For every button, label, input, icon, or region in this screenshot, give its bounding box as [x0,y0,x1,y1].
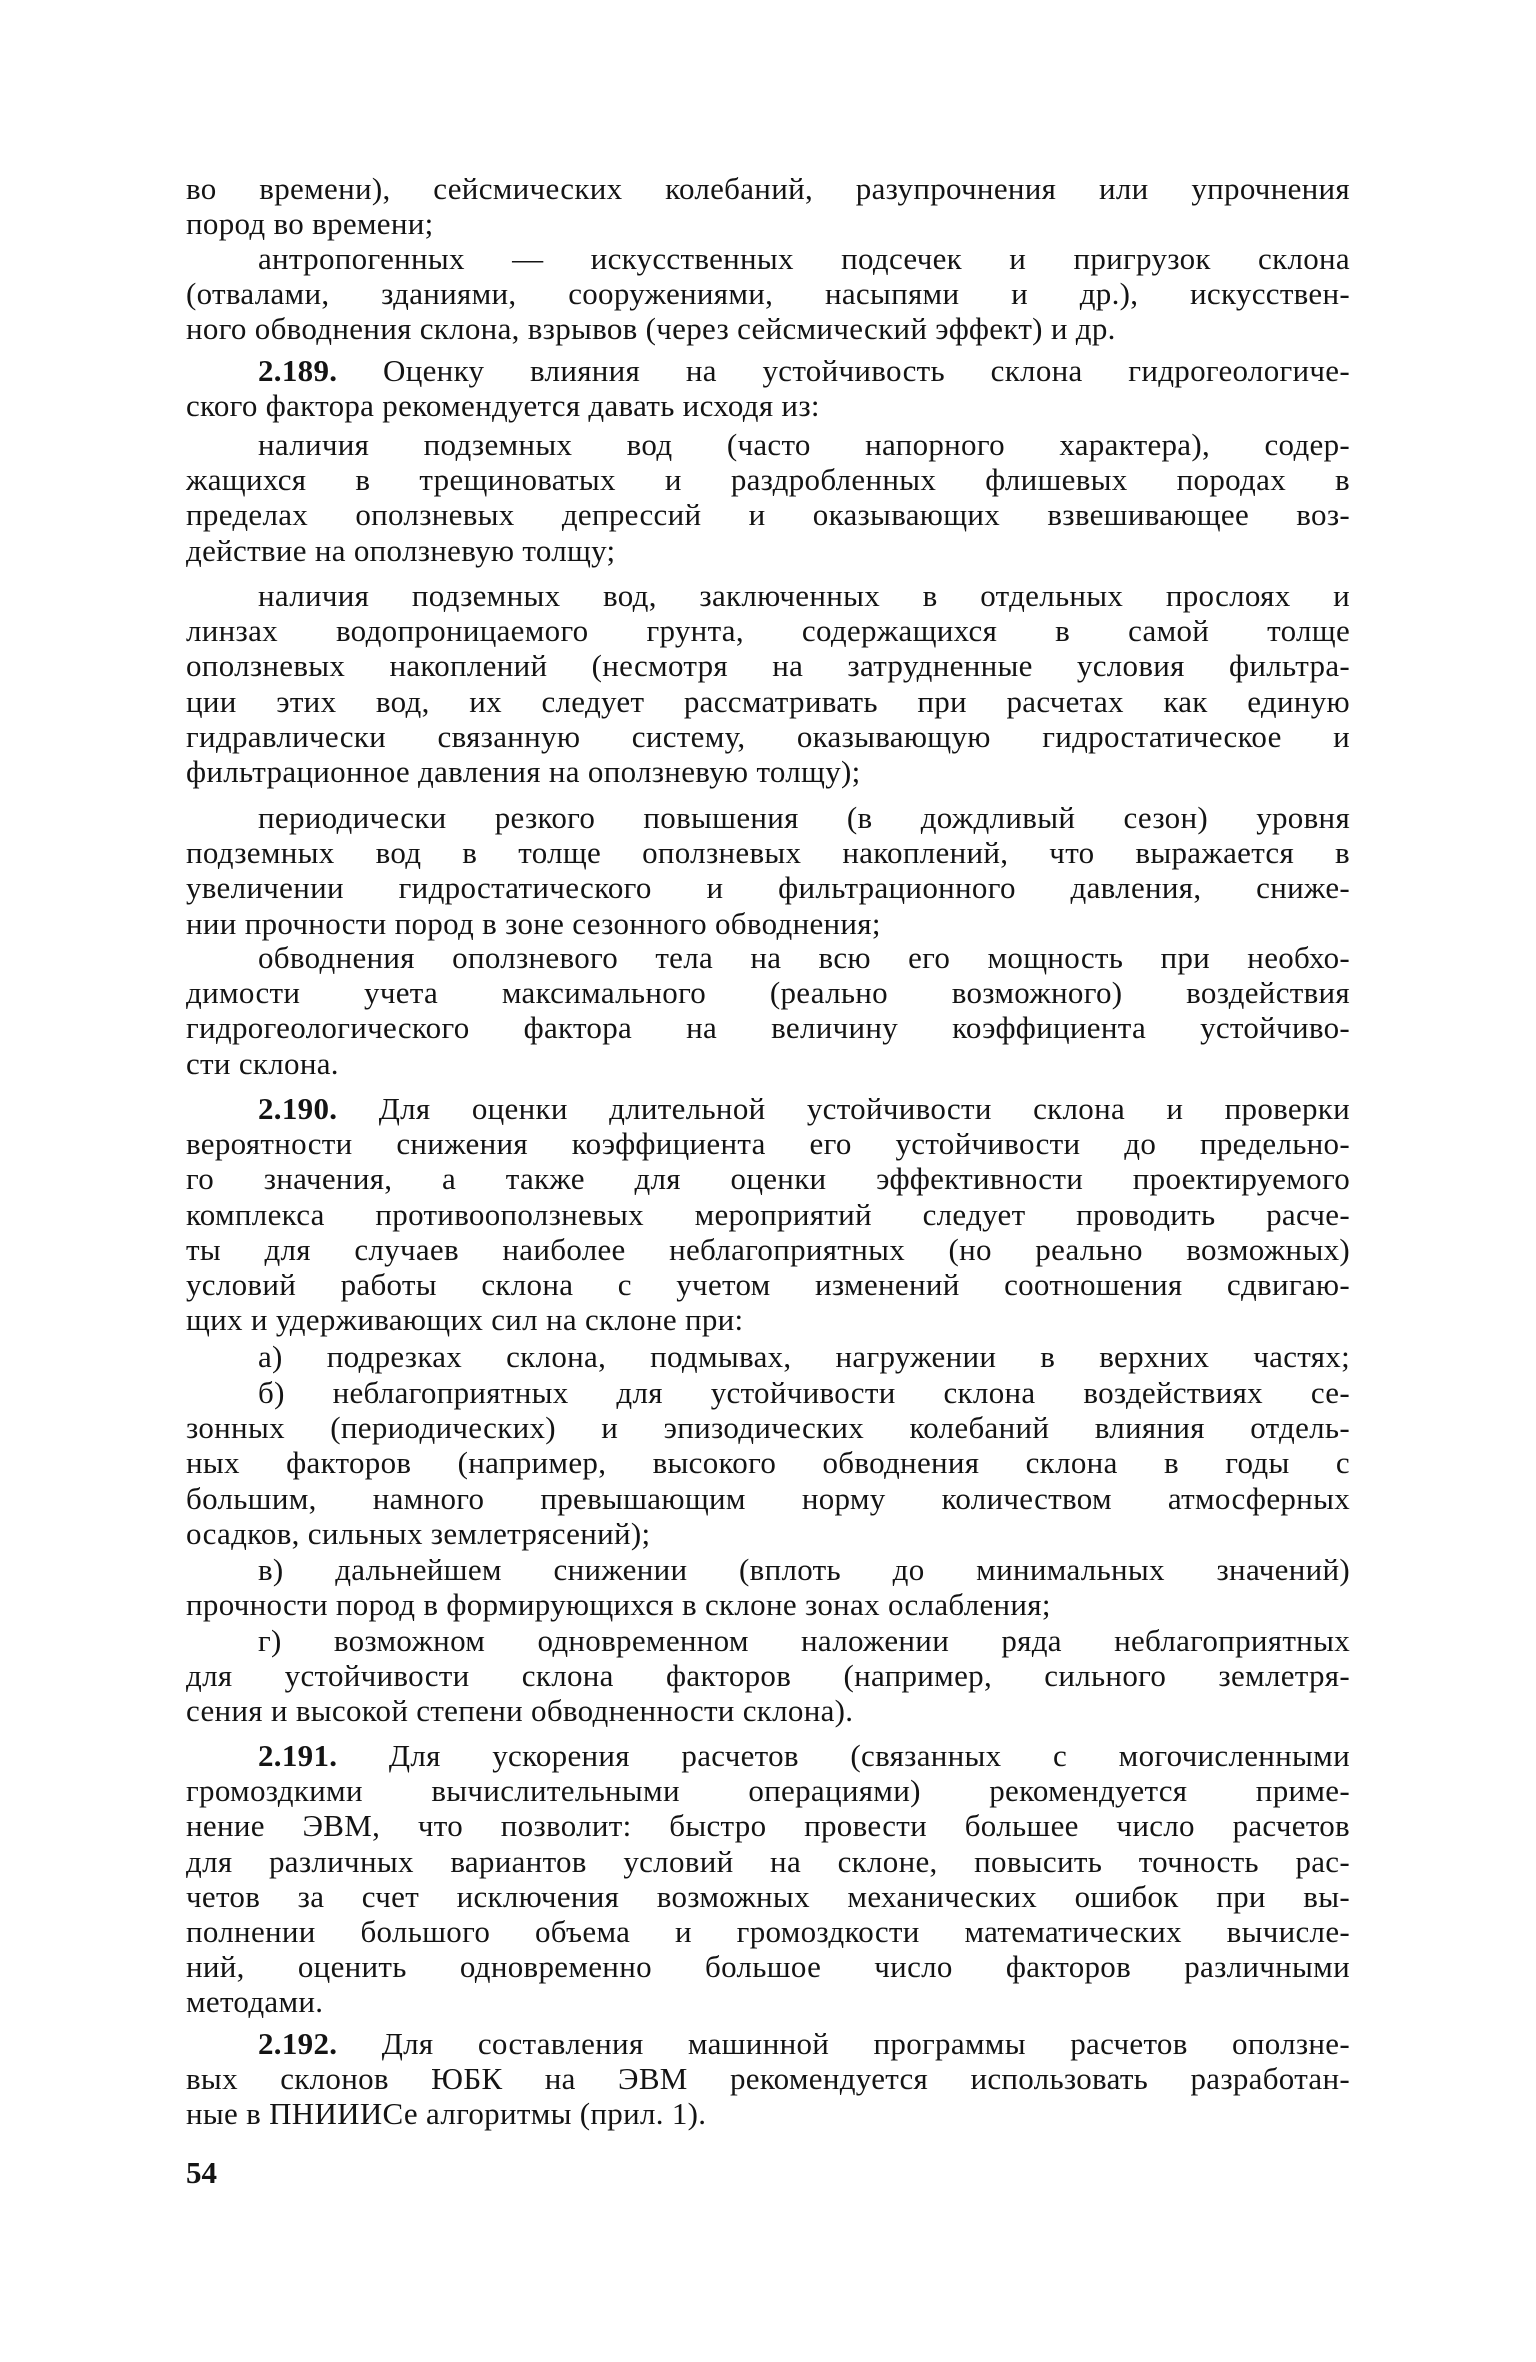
line-text: условий работы склона с учетом изменений соотношения сдвигаю- [186,1266,1350,1302]
section-paragraph [186,2026,1350,2132]
text-line [186,578,1350,613]
line-text: для устойчивости склона факторов (например, сильного землетря- [186,1658,1350,1694]
paragraph [186,241,1350,347]
text-line [186,800,1350,835]
text-line [186,1914,1350,1949]
text-line [186,754,1350,789]
text-line [186,1481,1350,1516]
paragraph [186,1339,1350,1374]
line-text: димости учета максимального (реально возможного) воздействия [186,975,1350,1011]
text-line [186,1587,1350,1622]
section-paragraph [186,1091,1350,1337]
text-line [186,2061,1350,2096]
line-text: Для оценки длительной устойчивости склона и проверки [378,1091,1350,1126]
line-text: ные в ПНИИИСе алгоритмы (прил. 1). [186,2096,707,2132]
text-line [186,1984,1350,2019]
line-text: нение ЭВМ, что позволит: быстро провести большее число расчетов [186,1808,1350,1844]
text-line [186,353,1350,388]
text-line [186,1046,1350,1081]
text-line [186,171,1350,206]
paragraph [186,1623,1350,1729]
text-line [186,835,1350,870]
line-text: гидрогеологического фактора на величину коэффициента устойчиво- [186,1010,1350,1046]
line-text: ний, оценить одновременно большое число факторов различными [186,1949,1350,1985]
text-line [186,1161,1350,1196]
text-line [186,497,1350,532]
line-text: сения и высокой степени обводненности склона). [186,1693,854,1729]
text-line [186,1232,1350,1267]
text-line [186,684,1350,719]
line-text: гидравлически связанную систему, оказывающую гидростатическое и [186,718,1350,754]
text-line [186,1658,1350,1693]
text-line [186,1126,1350,1161]
text-line [186,1267,1350,1302]
section-paragraph [186,353,1350,423]
text-line [186,1949,1350,1984]
line-text: а) подрезках склона, подмывах, нагружении в верхних частях; [258,1339,1350,1374]
text-line [186,1339,1350,1374]
text-line [186,276,1350,311]
text-line [186,311,1350,346]
line-text: комплекса противооползневых мероприятий следует проводить расче- [186,1196,1350,1232]
text-line [186,388,1350,423]
text-line [186,1552,1350,1587]
line-text: ского фактора рекомендуется давать исходя из: [186,388,820,424]
line-text: методами. [186,1984,324,2020]
line-text: осадков, сильных землетрясений); [186,1515,651,1551]
line-text: четов за счет исключения возможных механических ошибок при вы- [186,1878,1350,1914]
line-text: громоздкими вычислительными операциями) рекомендуется приме- [186,1773,1350,1809]
section-number: 2.190. [258,1091,338,1126]
line-text: для различных вариантов условий на склоне, повысить точность рас- [186,1843,1350,1879]
line-text: увеличении гидростатического и фильтрационного давления, сниже- [186,870,1350,906]
section-number: 2.189. [258,353,338,388]
line-text: действие на оползневую толщу; [186,532,616,568]
line-text: в) дальнейшем снижении (вплоть до минимальных значений) [258,1552,1350,1587]
text-line [186,719,1350,754]
text-line [186,1844,1350,1879]
line-text: б) неблагоприятных для устойчивости склона воздействиях се- [258,1375,1350,1410]
line-text: го значения, а также для оценки эффективности проектируемого [186,1161,1350,1197]
text-line [186,1738,1350,1773]
paragraph [186,940,1350,1081]
text-line [186,940,1350,975]
line-text: пород во времени; [186,206,434,242]
text-line [186,870,1350,905]
text-line [186,613,1350,648]
section-paragraph [186,1738,1350,2020]
line-text: Оценку влияния на устойчивость склона гидрогеологиче- [383,353,1350,388]
text-line [186,462,1350,497]
line-text: ции этих вод, их следует рассматривать при расчетах как единую [186,683,1350,719]
line-text: пределах оползневых депрессий и оказывающих взвешивающее воз- [186,497,1350,533]
paragraph [186,171,1350,241]
line-text: обводнения оползневого тела на всю его мощность при необхо- [258,940,1350,975]
line-text: жащихся в трещиноватых и раздробленных флишевых породах в [186,462,1350,498]
text-line [186,2096,1350,2131]
text-line [186,1197,1350,1232]
text-line [186,427,1350,462]
line-text: наличия подземных вод, заключенных в отдельных прослоях и [258,578,1350,613]
text-line [186,1808,1350,1843]
line-text: периодически резкого повышения (в дождливый сезон) уровня [258,800,1350,835]
text-line [186,648,1350,683]
line-text: ного обводнения склона, взрывов (через сейсмический эффект) и др. [186,311,1116,347]
section-number: 2.192. [258,2026,338,2061]
text-line [186,906,1350,941]
line-text: подземных вод в толще оползневых накоплений, что выражается в [186,835,1350,871]
text-line [186,1516,1350,1551]
line-text: вероятности снижения коэффициента его устойчивости до предельно- [186,1126,1350,1162]
line-text: нии прочности пород в зоне сезонного обводнения; [186,905,881,941]
text-line [186,1693,1350,1728]
text-line [186,1010,1350,1045]
text-line [186,206,1350,241]
line-text: г) возможном одновременном наложении ряда неблагоприятных [258,1623,1350,1658]
line-text: зонных (периодических) и эпизодических колебаний влияния отдель- [186,1410,1350,1446]
line-text: вых склонов ЮБК на ЭВМ рекомендуется использовать разработан- [186,2061,1350,2097]
line-text: Для составления машинной программы расчетов оползне- [381,2026,1350,2061]
line-text: оползневых накоплений (несмотря на затрудненные условия фильтра- [186,648,1350,684]
paragraph [186,1552,1350,1622]
text-line [186,2026,1350,2061]
line-text: (отвалами, зданиями, сооружениями, насыпями и др.), искусствен- [186,276,1350,312]
paragraph [186,578,1350,789]
text-line [186,1091,1350,1126]
line-text: сти склона. [186,1045,339,1081]
text-line [186,1302,1350,1337]
line-text: фильтрационное давления на оползневую толщу); [186,753,861,789]
line-text: прочности пород в формирующихся в склоне зонах ослабления; [186,1587,1051,1623]
line-text: ты для случаев наиболее неблагоприятных (но реально возможных) [186,1231,1350,1267]
text-line [186,1410,1350,1445]
line-text: антропогенных — искусственных подсечек и пригрузок склона [258,241,1350,276]
section-number: 2.191. [258,1738,338,1773]
line-text: щих и удерживающих сил на склоне при: [186,1302,744,1338]
text-line [186,1445,1350,1480]
text-line [186,1375,1350,1410]
text-line [186,241,1350,276]
line-text: полнении большого объема и громоздкости математических вычисле- [186,1913,1350,1949]
text-line [186,1879,1350,1914]
text-line [186,1623,1350,1658]
line-text: линзах водопроницаемого грунта, содержащихся в самой толще [186,613,1350,649]
line-text: ных факторов (например, высокого обводнения склона в годы с [186,1445,1350,1481]
line-text: во времени), сейсмических колебаний, разупрочнения или упрочнения [186,171,1350,206]
line-text: большим, намного превышающим норму количеством атмосферных [186,1480,1350,1516]
text-line [186,1773,1350,1808]
paragraph [186,1375,1350,1551]
page-number: 54 [186,2155,217,2190]
text-line [186,975,1350,1010]
line-text: наличия подземных вод (часто напорного характера), содер- [258,427,1350,462]
paragraph [186,800,1350,941]
text-line [186,533,1350,568]
line-text: Для ускорения расчетов (связанных с могочисленными [388,1738,1350,1773]
paragraph [186,427,1350,568]
